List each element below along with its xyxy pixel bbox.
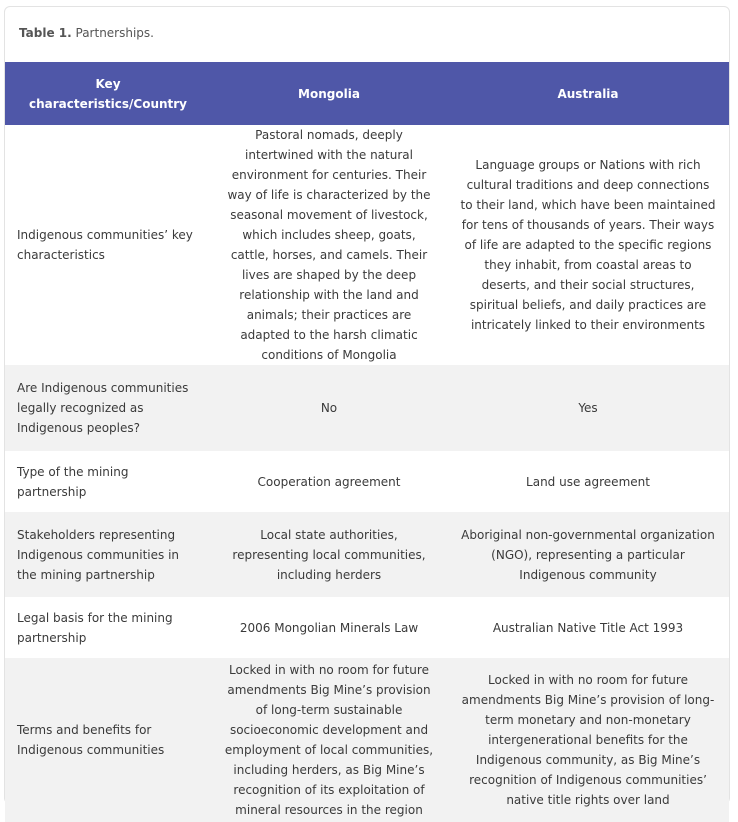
australia-cell: Yes bbox=[447, 365, 729, 451]
table-header bbox=[5, 62, 729, 125]
table-body bbox=[5, 125, 729, 822]
row-key-cell: Terms and benefits for Indigenous communities bbox=[5, 658, 211, 822]
table-caption-title: Partnerships. bbox=[75, 26, 154, 40]
table-row bbox=[5, 451, 729, 512]
row-key-cell: Type of the mining partnership bbox=[5, 451, 211, 512]
australia-cell: Aboriginal non-governmental organization (NGO), representing a particular Indigenous community bbox=[447, 512, 729, 597]
header-row bbox=[5, 62, 729, 125]
table-row bbox=[5, 597, 729, 658]
mongolia-cell: Pastoral nomads, deeply intertwined with the natural environment for centuries. Their way of life is characterized by the seasonal movement of livestock, which includes sheep, goats, cattle, horses, and camels. Their lives are shaped by the deep relationship with the land and animals; their practices are adapted to the harsh climatic conditions of Mongolia bbox=[211, 125, 447, 365]
table-caption bbox=[19, 26, 154, 40]
partnerships-table bbox=[5, 62, 729, 822]
table-row bbox=[5, 658, 729, 822]
mongolia-cell: Locked in with no room for future amendments Big Mine’s provision of long-term sustainable socioeconomic development and employment of local communities, including herders, as Big Mine’s recognition of its exploitation of mineral resources in the region bbox=[211, 658, 447, 822]
australia-cell: Language groups or Nations with rich cultural traditions and deep connections to their land, which have been maintained for tens of thousands of years. Their ways of life are adapted to the specific regions they inhabit, from coastal areas to deserts, and their social structures, spiritual beliefs, and daily practices are intricately linked to their environments bbox=[447, 125, 729, 365]
table-caption-label: Table 1. bbox=[19, 26, 72, 40]
table-row bbox=[5, 512, 729, 597]
row-key-cell: Stakeholders representing Indigenous communities in the mining partnership bbox=[5, 512, 211, 597]
row-key-cell: Indigenous communities’ key characteristics bbox=[5, 125, 211, 365]
row-key-cell: Are Indigenous communities legally recognized as Indigenous peoples? bbox=[5, 365, 211, 451]
mongolia-cell: No bbox=[211, 365, 447, 451]
header-mongolia: Mongolia bbox=[211, 62, 447, 125]
table-row bbox=[5, 125, 729, 365]
mongolia-cell: Local state authorities, representing local communities, including herders bbox=[211, 512, 447, 597]
header-key-characteristics: Key characteristics/Country bbox=[5, 62, 211, 125]
row-key-cell: Legal basis for the mining partnership bbox=[5, 597, 211, 658]
australia-cell: Locked in with no room for future amendments Big Mine’s provision of long-term monetary and non-monetary intergenerational benefits for the Indigenous community, as Big Mine’s recognition of Indigenous communities’ native title rights over land bbox=[447, 658, 729, 822]
mongolia-cell: 2006 Mongolian Minerals Law bbox=[211, 597, 447, 658]
mongolia-cell: Cooperation agreement bbox=[211, 451, 447, 512]
header-australia: Australia bbox=[447, 62, 729, 125]
table-card bbox=[4, 6, 730, 817]
australia-cell: Australian Native Title Act 1993 bbox=[447, 597, 729, 658]
australia-cell: Land use agreement bbox=[447, 451, 729, 512]
table-row bbox=[5, 365, 729, 451]
